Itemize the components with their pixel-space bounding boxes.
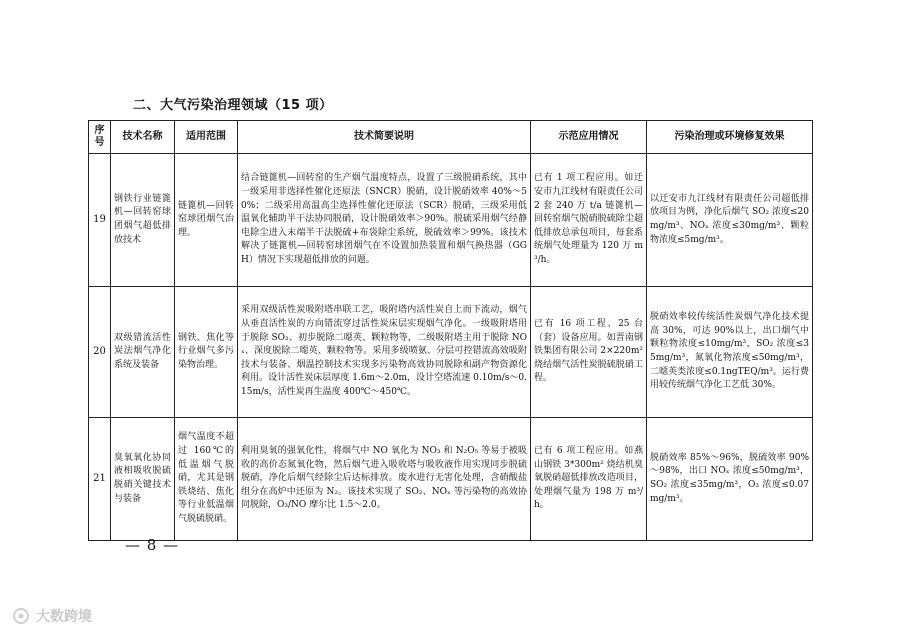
row-description: 采用双级活性炭吸附塔串联工艺，吸附塔内活性炭自上而下流动，烟气从垂直活性炭的方向错流穿过活性炭床层实现烟气净化。一级吸附塔用于脱除 SO₂、初步脱除二噁英、颗粒物等，二级吸附塔主用于脱除 NOₓ、深度脱除二噁英、颗粒物等。采用多级喷氨、分层可控错流高效吸附技术与装备、烟温控制技术实现多污染物高效协同脱除和副产物资源化利用。设计活性炭床层厚度 1.6m～2.0m，设计空塔流速 0.10m/s～0.15m/s，活性炭再生温度 400℃～450℃。 xyxy=(238,287,531,418)
row-demo: 已有 16 项工程、25 台（套）设备应用。如晋南钢铁集团有限公司 2×220m² 烧结烟气活性炭脱硫脱硝工程。 xyxy=(531,287,647,418)
page-number: — 8 — xyxy=(125,536,180,554)
row-tech-name: 双级错流活性炭法烟气净化系统及装备 xyxy=(111,287,175,418)
header-scope: 适用范围 xyxy=(175,121,238,154)
row-number: 19 xyxy=(89,154,111,287)
row-number: 20 xyxy=(89,287,111,418)
header-tech-name: 技术名称 xyxy=(111,121,175,154)
header-demo: 示范应用情况 xyxy=(531,121,647,154)
section-title: 二、大气污染治理领域（15 项） xyxy=(133,98,333,113)
row-tech-name: 臭氧氧化协同液相吸收脱硫脱硝关键技术与装备 xyxy=(111,418,175,541)
table-row xyxy=(89,287,813,418)
header-effect: 污染治理或环境修复效果 xyxy=(647,121,813,154)
row-tech-name: 钢铁行业链篦机—回转窑球团烟气超低排放技术 xyxy=(111,154,175,287)
row-scope: 烟气温度不超过 160℃的低温烟气脱硝，尤其是钢铁烧结、焦化等行业低温烟气脱硫脱硝。 xyxy=(175,418,238,541)
header-description: 技术简要说明 xyxy=(238,121,531,154)
watermark-text: 大数跨境 xyxy=(36,609,92,625)
row-scope: 链篦机—回转窑球团烟气治理。 xyxy=(175,154,238,287)
table-row xyxy=(89,154,813,287)
row-effect: 以迁安市九江线材有限责任公司超低排放项目为例，净化后烟气 SO₂ 浓度≤20mg/m³、NOₓ 浓度≤30mg/m³、颗粒物浓度≤5mg/m³。 xyxy=(647,154,813,287)
row-effect: 脱硝效率较传统活性炭烟气净化技术提高 30%，可达 90%以上，出口烟气中颗粒物浓度≤10mg/m³，SO₂ 浓度≤35mg/m³，氮氧化物浓度≤50mg/m³，二噁英类浓度≤0.1ngTEQ/m³。运行费用较传统烟气净化工艺低 30%。 xyxy=(647,287,813,418)
row-description: 结合链篦机—回转窑的生产烟气温度特点，设置了三级脱硝系统，其中一级采用非选择性催化还原法（SNCR）脱硝，设计脱硝效率 40%～50%；二级采用高温高尘选择性催化还原法（SCR）脱硝，三级采用低温氧化辅助半干法协同脱硝，设计脱硝效率＞90%。脱硫采用烟气经静电除尘进入末端半干法脱硫+布袋除尘系统，脱硫效率＞99%。该技术解决了链篦机—回转窑球团烟气在不设置加热装置和烟气换热器（GGH）情况下实现超低排放的问题。 xyxy=(238,154,531,287)
row-demo: 已有 1 项工程应用。如迁安市九江线材有限责任公司 2 套 240 万 t/a 链篦机—回转窑烟气脱硝脱硫除尘超低排放总承包项目，每套系统烟气处理量为 120 万 m³/h。 xyxy=(531,154,647,287)
watermark xyxy=(10,606,92,626)
watermark-logo-icon xyxy=(10,607,32,625)
table-row xyxy=(89,418,813,541)
technology-table xyxy=(88,120,813,541)
row-description: 利用臭氧的强氧化性，将烟气中 NO 氧化为 NO₃ 和 N₂O₅ 等易于被吸收的高价态氮氧化物，然后烟气进入吸收塔与吸收液作用实现同步脱硫脱硝，净化后烟气经除尘后达标排放。废水进行无害化处理，含硝酸盐组分在高炉中还原为 N₂。该技术实现了 SO₂、NOₓ 等污染物的高效协同脱除，O₃/NO 摩尔比 1.5～2.0。 xyxy=(238,418,531,541)
row-number: 21 xyxy=(89,418,111,541)
row-effect: 脱硝效率 85%～96%，脱硫效率 90%～98%，出口 NOₓ 浓度≤50mg/m³，SO₂ 浓度≤35mg/m³，O₃ 浓度≤0.07mg/m³。 xyxy=(647,418,813,541)
row-demo: 已有 6 项工程应用。如燕山钢铁 3*300m² 烧结机臭氧脱硝超低排放改造项目，处理烟气量为 198 万 m³/h。 xyxy=(531,418,647,541)
row-scope: 钢铁、焦化等行业烟气多污染物治理。 xyxy=(175,287,238,418)
table-header-row xyxy=(89,121,813,154)
header-number: 序号 xyxy=(89,121,111,154)
